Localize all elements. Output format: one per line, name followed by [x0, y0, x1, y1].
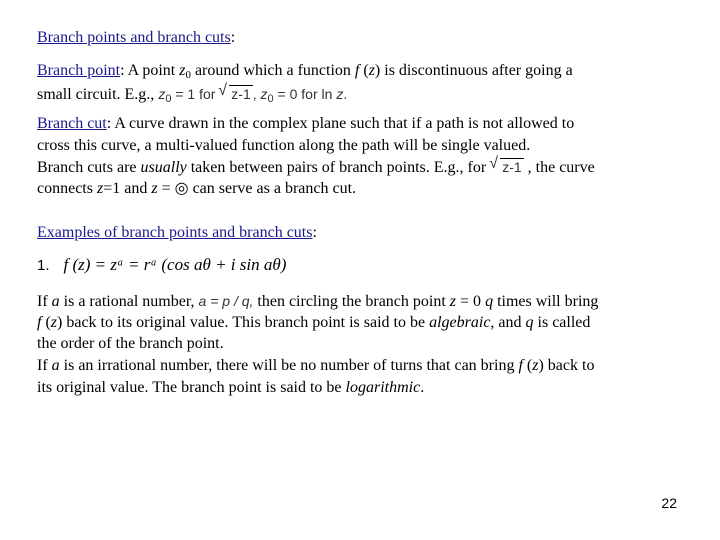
equation-1: 1. f (z) = zᵃ = rᵃ (cos aθ + i sin aθ) [37, 255, 287, 274]
branch-point-term: Branch point [37, 62, 121, 79]
branch-cut-line-4: connects z=1 and z = ◎ can serve as a branch cut. [37, 180, 357, 197]
example-formula-sqrt: $z_0 = 1$ for √ z-1 , $z_0 = 0$ for ln z. [158, 86, 347, 102]
branch-cut-line-2: cross this curve, a multi-valued function along the path will be single valued. [37, 137, 531, 154]
branch-cut-term: Branch cut [37, 115, 107, 132]
branch-cut-line-3: Branch cuts are usually taken between pairs of branch points. E.g., for √ z-1 , the curve [37, 156, 595, 179]
section-heading: Branch points and branch cuts: [37, 29, 236, 46]
sqrt-symbol: √ z-1 [490, 156, 523, 178]
branch-point-line-1: Branch point: A point $z_0$ around which a function f (z) is discontinuous after going a [37, 62, 573, 81]
para-line-3: the order of the branch point. [37, 335, 224, 352]
examples-heading: Examples of branch points and branch cuts: [37, 224, 317, 241]
para-line-5: its original value. The branch point is said to be logarithmic. [37, 379, 425, 396]
examples-title: Examples of branch points and branch cuts [37, 224, 313, 241]
branch-point-line-2: small circuit. E.g., $z_0 = 1$ for √ z-1 , $z_0 = 0$ for ln z. [37, 83, 347, 106]
branch-cut-line-1: Branch cut: A curve drawn in the complex plane such that if a path is not allowed to [37, 115, 575, 132]
heading-title: Branch points and branch cuts [37, 29, 231, 46]
para-line-2: f (z) back to its original value. This branch point is said to be algebraic, and q is called [37, 314, 591, 331]
sqrt-symbol: √ z-1 [219, 83, 252, 105]
para-line-4: If a is an irrational number, there will be no number of turns that can bring f (z) back to [37, 357, 595, 374]
page-number: 22 [661, 495, 677, 511]
para-line-1: If a is a rational number, a = p / q, then circling the branch point z = 0 q times will bring [37, 293, 599, 310]
